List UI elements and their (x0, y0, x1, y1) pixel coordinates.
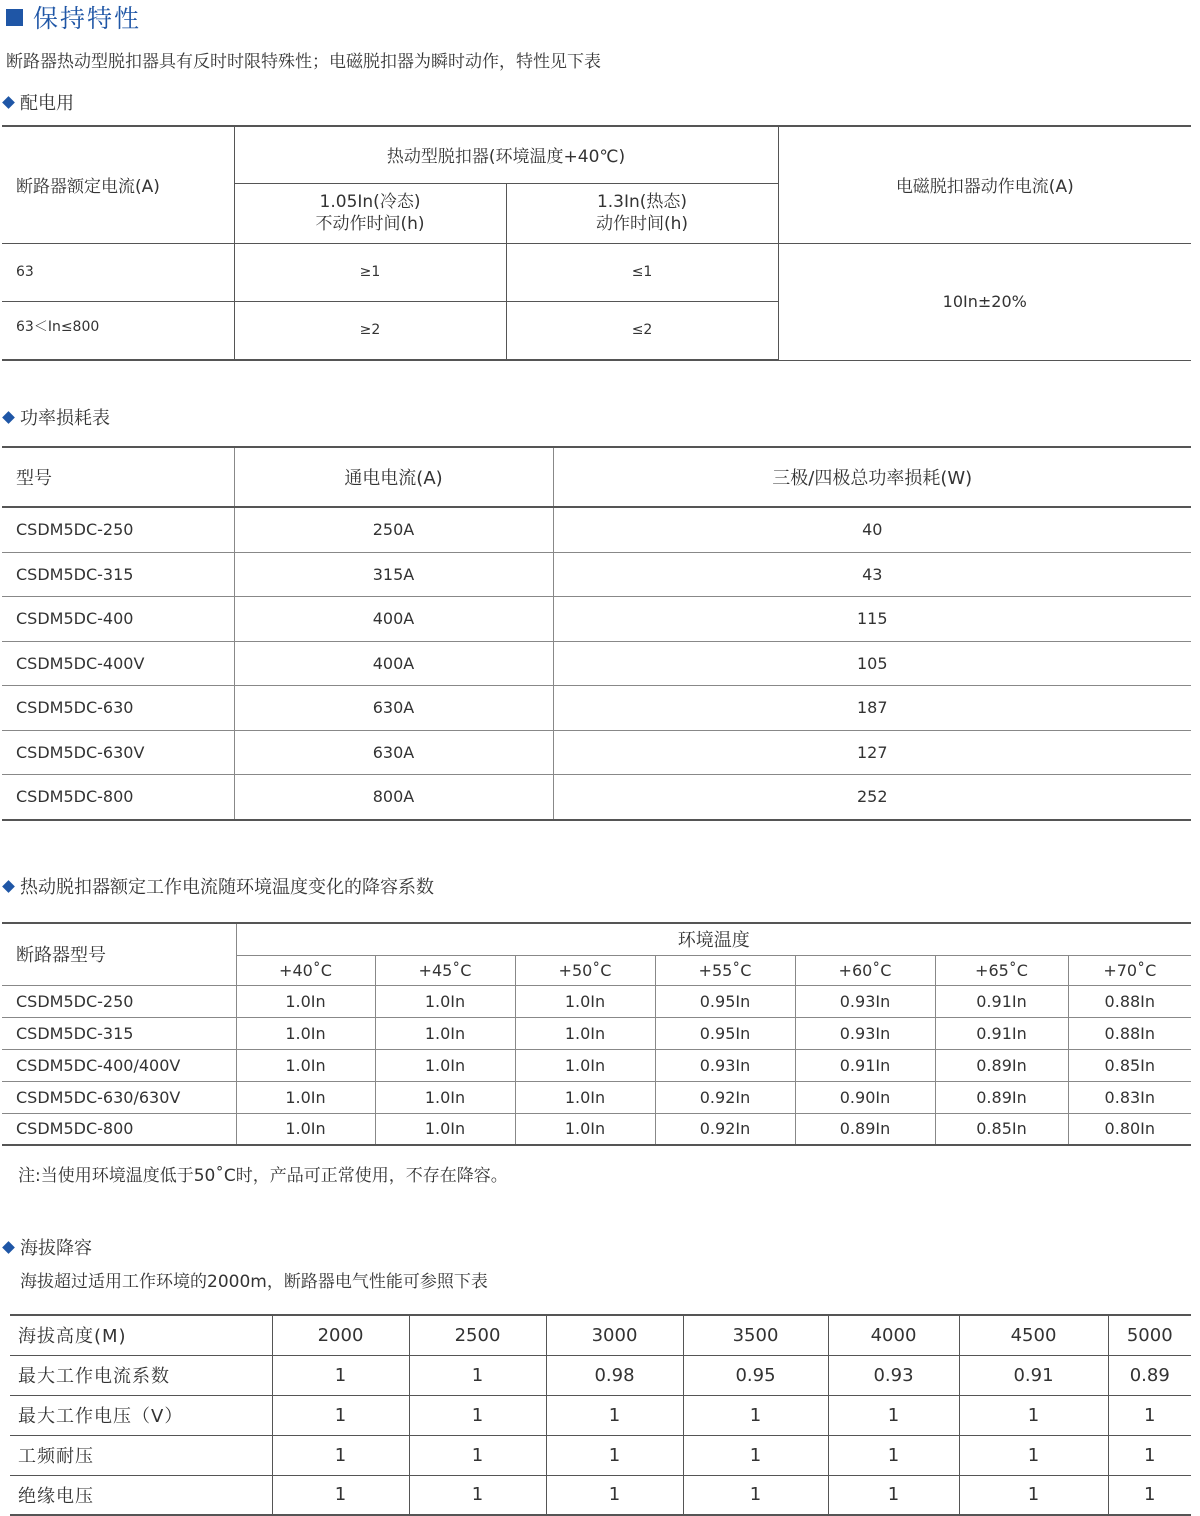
factor-cell: 0.89In (795, 1113, 935, 1145)
factor-cell: 1.0In (515, 1081, 655, 1113)
table-row (2, 774, 1191, 820)
value-cell: 1 (683, 1435, 828, 1475)
factor-cell: 1.0In (236, 1017, 375, 1049)
factor-cell: 1.0In (375, 1081, 515, 1113)
value-cell: 1 (683, 1395, 828, 1435)
current-cell: 630A (234, 685, 553, 730)
factor-cell: 0.88In (1068, 1017, 1191, 1049)
value-cell: 1 (409, 1475, 546, 1515)
page-title: 保持特性 (33, 4, 142, 33)
factor-cell: 0.83In (1068, 1081, 1191, 1113)
value-cell: 1 (409, 1395, 546, 1435)
loss-cell: 105 (553, 641, 1191, 685)
temp-header-cell: +60˚C (795, 955, 935, 985)
table-row (2, 1017, 1191, 1049)
value-cell: 1 (959, 1475, 1108, 1515)
intro-text: 断路器热动型脱扣器具有反时时限特殊性；电磁脱扣器为瞬时动作，特性见下表 (6, 52, 601, 72)
header-cold-state (234, 183, 506, 243)
loss-cell: 252 (553, 774, 1191, 820)
value-cell: 4500 (959, 1315, 1108, 1355)
header-magnetic-release: 电磁脱扣器动作电流(A) (778, 126, 1191, 243)
temp-header-cell: +40˚C (236, 955, 375, 985)
section-heading-label: 配电用 (20, 93, 74, 114)
factor-cell: 1.0In (375, 985, 515, 1017)
current-cell: 315A (234, 552, 553, 596)
table-row (2, 641, 1191, 685)
header-rated-current: 断路器额定电流(A) (2, 126, 234, 243)
factor-cell: 0.91In (935, 1017, 1068, 1049)
value-cell: 1 (272, 1435, 409, 1475)
table-row (2, 552, 1191, 596)
magnetic-value-cell: 10In±20% (778, 243, 1191, 360)
hot-cell: ≤2 (506, 301, 778, 360)
header-hot-line2: 动作时间(h) (595, 214, 689, 234)
factor-cell: 1.0In (375, 1049, 515, 1081)
trip-characteristics-table (2, 125, 1191, 361)
hot-cell: ≤1 (506, 243, 778, 301)
factor-cell: 1.0In (375, 1017, 515, 1049)
value-cell: 2000 (272, 1315, 409, 1355)
header-hot-state (506, 183, 778, 243)
factor-cell: 1.0In (515, 1017, 655, 1049)
temp-header-cell: +45˚C (375, 955, 515, 985)
temp-header-cell: +70˚C (1068, 955, 1191, 985)
power-loss-table (2, 446, 1191, 821)
table-row (2, 596, 1191, 641)
temperature-derating-table (2, 922, 1191, 1146)
model-cell: CSDM5DC-400 (2, 596, 234, 641)
section-heading-label: 热动脱扣器额定工作电流随环境温度变化的降容系数 (20, 877, 434, 898)
value-cell: 1 (683, 1475, 828, 1515)
section-heading-derating (0, 873, 434, 899)
value-cell: 1 (272, 1355, 409, 1395)
factor-cell: 1.0In (236, 985, 375, 1017)
value-cell: 1 (1108, 1435, 1191, 1475)
value-cell: 0.95 (683, 1355, 828, 1395)
factor-cell: 1.0In (236, 1113, 375, 1145)
table-row (2, 1049, 1191, 1081)
model-cell: CSDM5DC-250 (2, 507, 234, 552)
factor-cell: 1.0In (515, 985, 655, 1017)
factor-cell: 0.89In (935, 1081, 1068, 1113)
table-row (10, 1435, 1191, 1475)
value-cell: 1 (1108, 1395, 1191, 1435)
value-cell: 0.89 (1108, 1355, 1191, 1395)
table-row (2, 507, 1191, 552)
header-power-loss: 三极/四极总功率损耗(W) (553, 447, 1191, 507)
factor-cell: 0.93In (655, 1049, 795, 1081)
value-cell: 1 (546, 1435, 683, 1475)
value-cell: 2500 (409, 1315, 546, 1355)
header-hot-line1: 1.3In(热态) (596, 192, 688, 212)
model-cell: CSDM5DC-400V (2, 641, 234, 685)
factor-cell: 1.0In (515, 1049, 655, 1081)
header-thermal-release: 热动型脱扣器(环境温度+40℃) (234, 126, 778, 183)
factor-cell: 1.0In (236, 1081, 375, 1113)
table-row (10, 1315, 1191, 1355)
table-row (2, 685, 1191, 730)
derating-note: 注:当使用环境温度低于50˚C时，产品可正常使用，不存在降容。 (18, 1166, 508, 1186)
value-cell: 1 (828, 1435, 959, 1475)
value-cell: 1 (828, 1475, 959, 1515)
model-cell: CSDM5DC-400/400V (2, 1049, 236, 1081)
value-cell: 3000 (546, 1315, 683, 1355)
factor-cell: 1.0In (236, 1049, 375, 1081)
factor-cell: 0.95In (655, 1017, 795, 1049)
header-model: 断路器型号 (2, 923, 236, 985)
value-cell: 1 (272, 1475, 409, 1515)
model-cell: CSDM5DC-315 (2, 552, 234, 596)
table-row (2, 985, 1191, 1017)
factor-cell: 0.92In (655, 1081, 795, 1113)
row-label-cell: 最大工作电流系数 (10, 1355, 272, 1395)
factor-cell: 0.88In (1068, 985, 1191, 1017)
value-cell: 1 (409, 1355, 546, 1395)
title-square-icon (6, 9, 23, 26)
page-title-block (6, 2, 141, 32)
header-model: 型号 (2, 447, 234, 507)
value-cell: 1 (272, 1395, 409, 1435)
cold-cell: ≥2 (234, 301, 506, 360)
table-row (2, 1081, 1191, 1113)
value-cell: 4000 (828, 1315, 959, 1355)
loss-cell: 40 (553, 507, 1191, 552)
row-label-cell: 海拔高度(M) (10, 1315, 272, 1355)
value-cell: 1 (828, 1395, 959, 1435)
value-cell: 1 (959, 1435, 1108, 1475)
section-heading-power-loss (0, 404, 110, 430)
model-cell: CSDM5DC-800 (2, 774, 234, 820)
value-cell: 1 (409, 1435, 546, 1475)
current-cell: 250A (234, 507, 553, 552)
value-cell: 1 (1108, 1475, 1191, 1515)
rated-cell: 63 (2, 243, 234, 301)
factor-cell: 0.93In (795, 985, 935, 1017)
row-label-cell: 工频耐压 (10, 1435, 272, 1475)
factor-cell: 1.0In (375, 1113, 515, 1145)
section-heading-distribution (0, 89, 74, 115)
value-cell: 3500 (683, 1315, 828, 1355)
current-cell: 400A (234, 596, 553, 641)
factor-cell: 1.0In (515, 1113, 655, 1145)
value-cell: 1 (959, 1395, 1108, 1435)
temp-header-cell: +55˚C (655, 955, 795, 985)
model-cell: CSDM5DC-250 (2, 985, 236, 1017)
diamond-bullet-icon (2, 96, 15, 109)
factor-cell: 0.95In (655, 985, 795, 1017)
model-cell: CSDM5DC-630V (2, 730, 234, 774)
model-cell: CSDM5DC-630 (2, 685, 234, 730)
diamond-bullet-icon (2, 411, 15, 424)
rated-cell: 63＜In≤800 (2, 301, 234, 360)
value-cell: 0.98 (546, 1355, 683, 1395)
table-row (10, 1395, 1191, 1435)
diamond-bullet-icon (2, 1241, 15, 1254)
factor-cell: 0.92In (655, 1113, 795, 1145)
altitude-intro: 海拔超过适用工作环境的2000m，断路器电气性能可参照下表 (20, 1272, 488, 1292)
table-row (10, 1355, 1191, 1395)
current-cell: 400A (234, 641, 553, 685)
header-current: 通电电流(A) (234, 447, 553, 507)
diamond-bullet-icon (2, 880, 15, 893)
model-cell: CSDM5DC-315 (2, 1017, 236, 1049)
factor-cell: 0.91In (795, 1049, 935, 1081)
factor-cell: 0.89In (935, 1049, 1068, 1081)
table-row (2, 730, 1191, 774)
factor-cell: 0.90In (795, 1081, 935, 1113)
loss-cell: 115 (553, 596, 1191, 641)
model-cell: CSDM5DC-800 (2, 1113, 236, 1145)
value-cell: 1 (546, 1475, 683, 1515)
section-heading-label: 海拔降容 (20, 1238, 92, 1259)
header-ambient-temp: 环境温度 (236, 923, 1191, 955)
factor-cell: 0.85In (1068, 1049, 1191, 1081)
temp-header-cell: +50˚C (515, 955, 655, 985)
section-heading-altitude (0, 1234, 92, 1260)
loss-cell: 43 (553, 552, 1191, 596)
table-row (10, 1475, 1191, 1515)
value-cell: 1 (546, 1395, 683, 1435)
factor-cell: 0.93In (795, 1017, 935, 1049)
value-cell: 5000 (1108, 1315, 1191, 1355)
temp-header-cell: +65˚C (935, 955, 1068, 985)
loss-cell: 187 (553, 685, 1191, 730)
factor-cell: 0.91In (935, 985, 1068, 1017)
factor-cell: 0.80In (1068, 1113, 1191, 1145)
current-cell: 800A (234, 774, 553, 820)
row-label-cell: 绝缘电压 (10, 1475, 272, 1515)
header-cold-line1: 1.05In(冷态) (319, 192, 421, 212)
value-cell: 0.91 (959, 1355, 1108, 1395)
loss-cell: 127 (553, 730, 1191, 774)
current-cell: 630A (234, 730, 553, 774)
cold-cell: ≥1 (234, 243, 506, 301)
factor-cell: 0.85In (935, 1113, 1068, 1145)
altitude-derating-table (10, 1314, 1191, 1516)
model-cell: CSDM5DC-630/630V (2, 1081, 236, 1113)
table-row (2, 1113, 1191, 1145)
row-label-cell: 最大工作电压（V） (10, 1395, 272, 1435)
header-cold-line2: 不动作时间(h) (315, 214, 425, 234)
value-cell: 0.93 (828, 1355, 959, 1395)
section-heading-label: 功率损耗表 (20, 408, 110, 429)
